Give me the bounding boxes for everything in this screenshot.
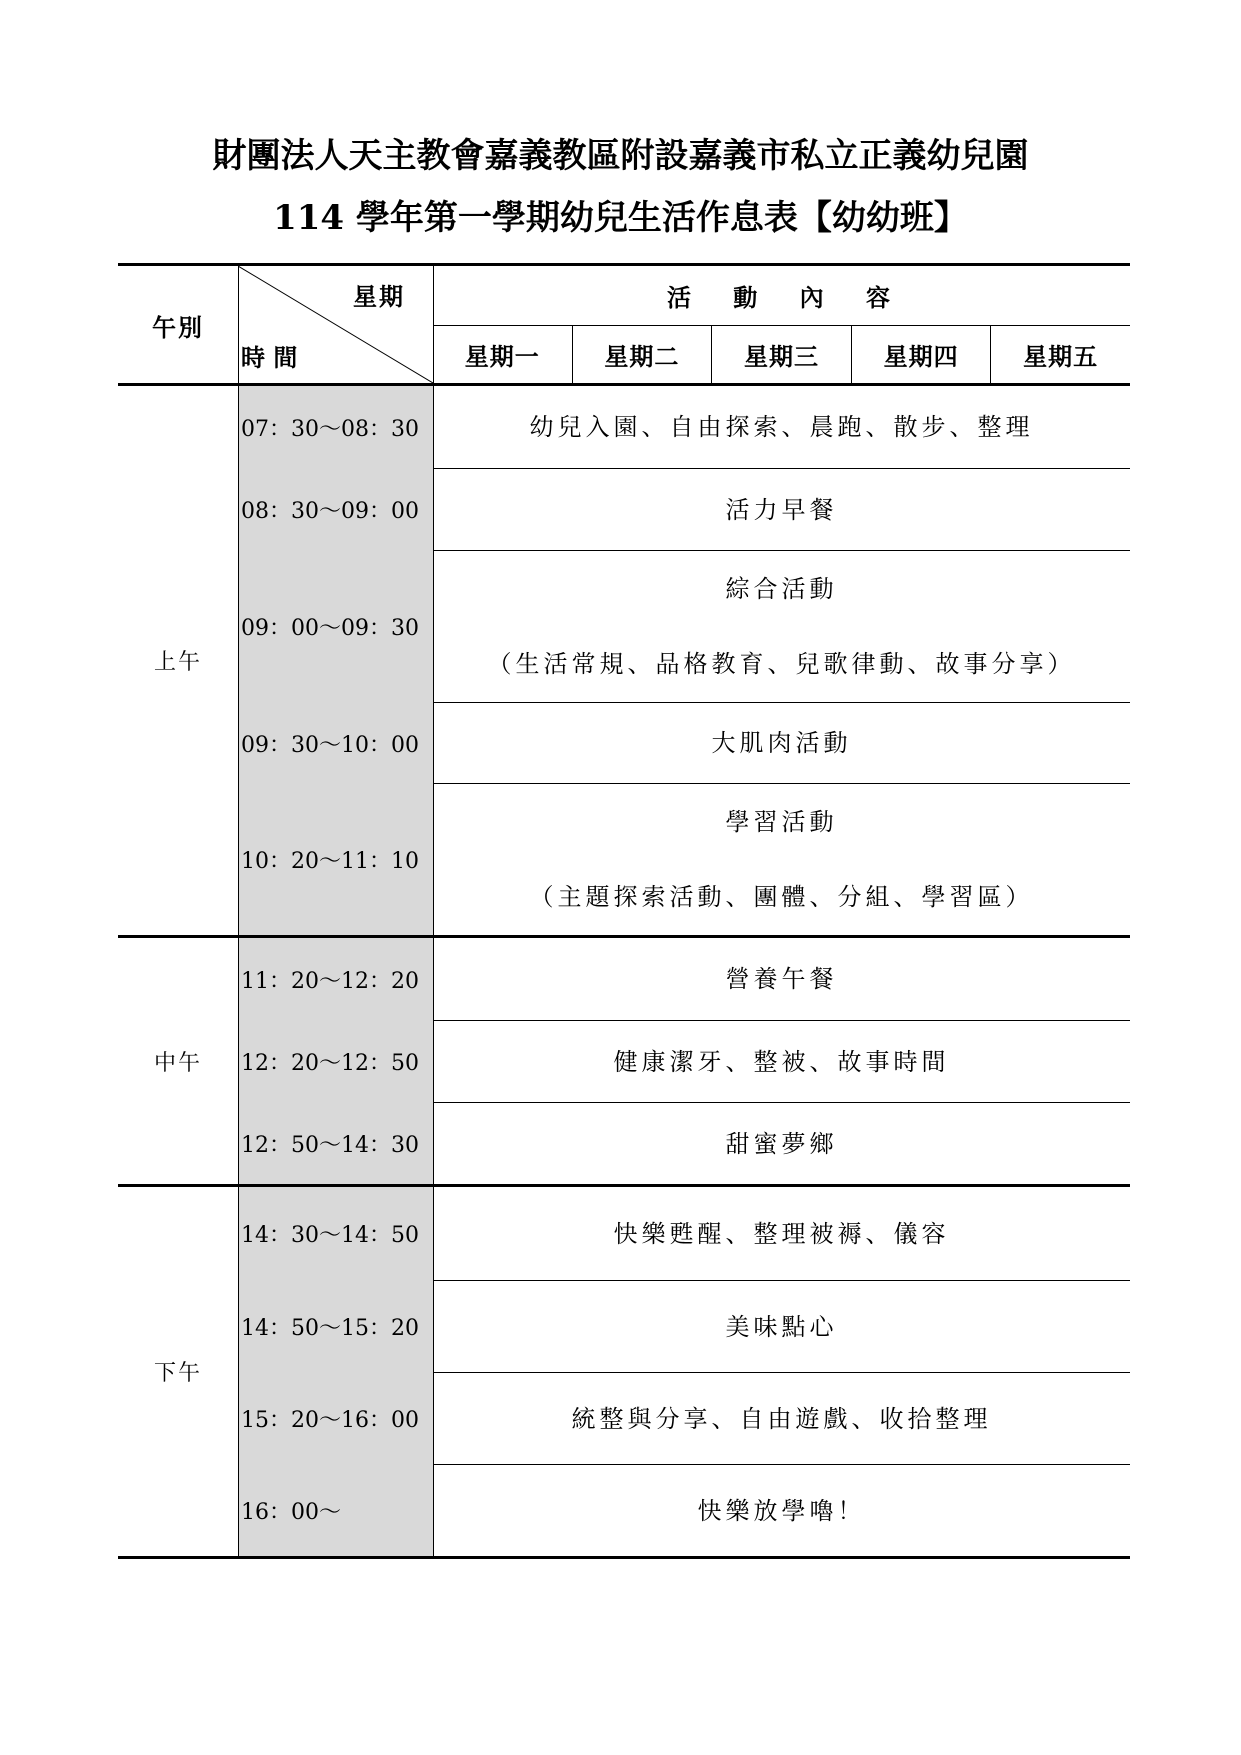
activity-cell bbox=[433, 386, 1130, 468]
activity-cell bbox=[433, 1021, 1130, 1102]
activity-cell bbox=[433, 1465, 1130, 1556]
schedule-row bbox=[238, 1103, 1130, 1184]
schedule-row bbox=[238, 1021, 1130, 1102]
time-slot: 10：20～11：10 bbox=[241, 849, 419, 874]
activity-text: 甜蜜夢鄉 bbox=[725, 1129, 838, 1158]
activity-cell bbox=[433, 469, 1130, 550]
activity-cell bbox=[433, 703, 1130, 783]
activity-text: 健康潔牙、整被、故事時間 bbox=[613, 1047, 950, 1076]
period-label-morning: 上午 bbox=[153, 650, 202, 675]
activity-content-header: 活 動 內 容 bbox=[666, 283, 897, 312]
activity-text: 大肌肉活動 bbox=[711, 729, 852, 757]
activity-cell bbox=[433, 1103, 1130, 1184]
time-slot: 12：50～14：30 bbox=[241, 1133, 419, 1158]
table-bottom-border bbox=[118, 1556, 1130, 1559]
time-slot: 16：00～ bbox=[241, 1500, 341, 1525]
activity-text: 幼兒入園、自由探索、晨跑、散步、整理 bbox=[529, 413, 1034, 441]
activity-text: 統整與分享、自由遊戲、收拾整理 bbox=[571, 1404, 992, 1433]
schedule-row bbox=[238, 469, 1130, 550]
day-header-monday: 星期一 bbox=[464, 342, 540, 371]
weekday-header-label: 星期 bbox=[353, 282, 405, 311]
time-slot: 09：30～10：00 bbox=[241, 732, 419, 758]
time-slot: 15：20～16：00 bbox=[241, 1408, 419, 1433]
activity-cell bbox=[433, 1187, 1130, 1280]
period-label-afternoon: 下午 bbox=[153, 1361, 202, 1386]
schedule-row bbox=[238, 386, 1130, 468]
day-header-wednesday: 星期三 bbox=[711, 326, 851, 383]
schedule-row bbox=[238, 551, 1130, 702]
time-slot: 14：50～15：20 bbox=[241, 1316, 419, 1341]
activity-detail-text: （生活常規、品格教育、兒歌律動、故事分享） bbox=[487, 650, 1076, 678]
schedule-row bbox=[238, 938, 1130, 1020]
schedule-row bbox=[238, 1187, 1130, 1280]
schedule-row bbox=[238, 1373, 1130, 1464]
activity-cell bbox=[433, 551, 1130, 702]
activity-detail-text: （主題探索活動、團體、分組、學習區） bbox=[529, 883, 1034, 911]
time-header-label: 時 間 bbox=[241, 343, 298, 372]
time-slot: 07：30～08：30 bbox=[241, 416, 419, 442]
schedule-row bbox=[238, 1465, 1130, 1556]
activity-text: 學習活動 bbox=[725, 808, 838, 836]
time-slot: 12：20～12：50 bbox=[241, 1051, 419, 1076]
activity-text: 美味點心 bbox=[725, 1312, 838, 1341]
activity-text: 活力早餐 bbox=[725, 495, 838, 524]
day-header-friday: 星期五 bbox=[990, 326, 1130, 383]
document-subtitle: 114 學年第一學期幼兒生活作息表【幼幼班】 bbox=[273, 198, 968, 238]
period-label-noon: 中午 bbox=[153, 1050, 202, 1076]
activity-text: 綜合活動 bbox=[725, 575, 838, 603]
activity-cell bbox=[433, 1373, 1130, 1464]
activity-text: 快樂甦醒、整理被褥、儀容 bbox=[613, 1219, 950, 1248]
activity-cell bbox=[433, 938, 1130, 1020]
time-slot: 14：30～14：50 bbox=[241, 1223, 419, 1248]
activity-text: 快樂放學嚕！ bbox=[697, 1496, 866, 1525]
time-slot: 11：20～12：20 bbox=[241, 968, 419, 994]
day-header-thursday: 星期四 bbox=[851, 326, 991, 383]
schedule-row bbox=[238, 703, 1130, 783]
weekday-header-row bbox=[433, 326, 1130, 383]
activity-cell bbox=[433, 1281, 1130, 1372]
schedule-row bbox=[238, 784, 1130, 935]
activity-cell bbox=[433, 784, 1130, 935]
document-title: 財團法人天主教會嘉義教區附設嘉義市私立正義幼兒園 bbox=[212, 136, 1029, 176]
time-slot: 09：00～09：30 bbox=[241, 616, 419, 641]
time-slot: 08：30～09：00 bbox=[241, 499, 419, 524]
schedule-row bbox=[238, 1281, 1130, 1372]
period-column-header: 午別 bbox=[152, 312, 204, 342]
activity-text: 營養午餐 bbox=[725, 965, 838, 993]
day-header-tuesday: 星期二 bbox=[572, 326, 712, 383]
